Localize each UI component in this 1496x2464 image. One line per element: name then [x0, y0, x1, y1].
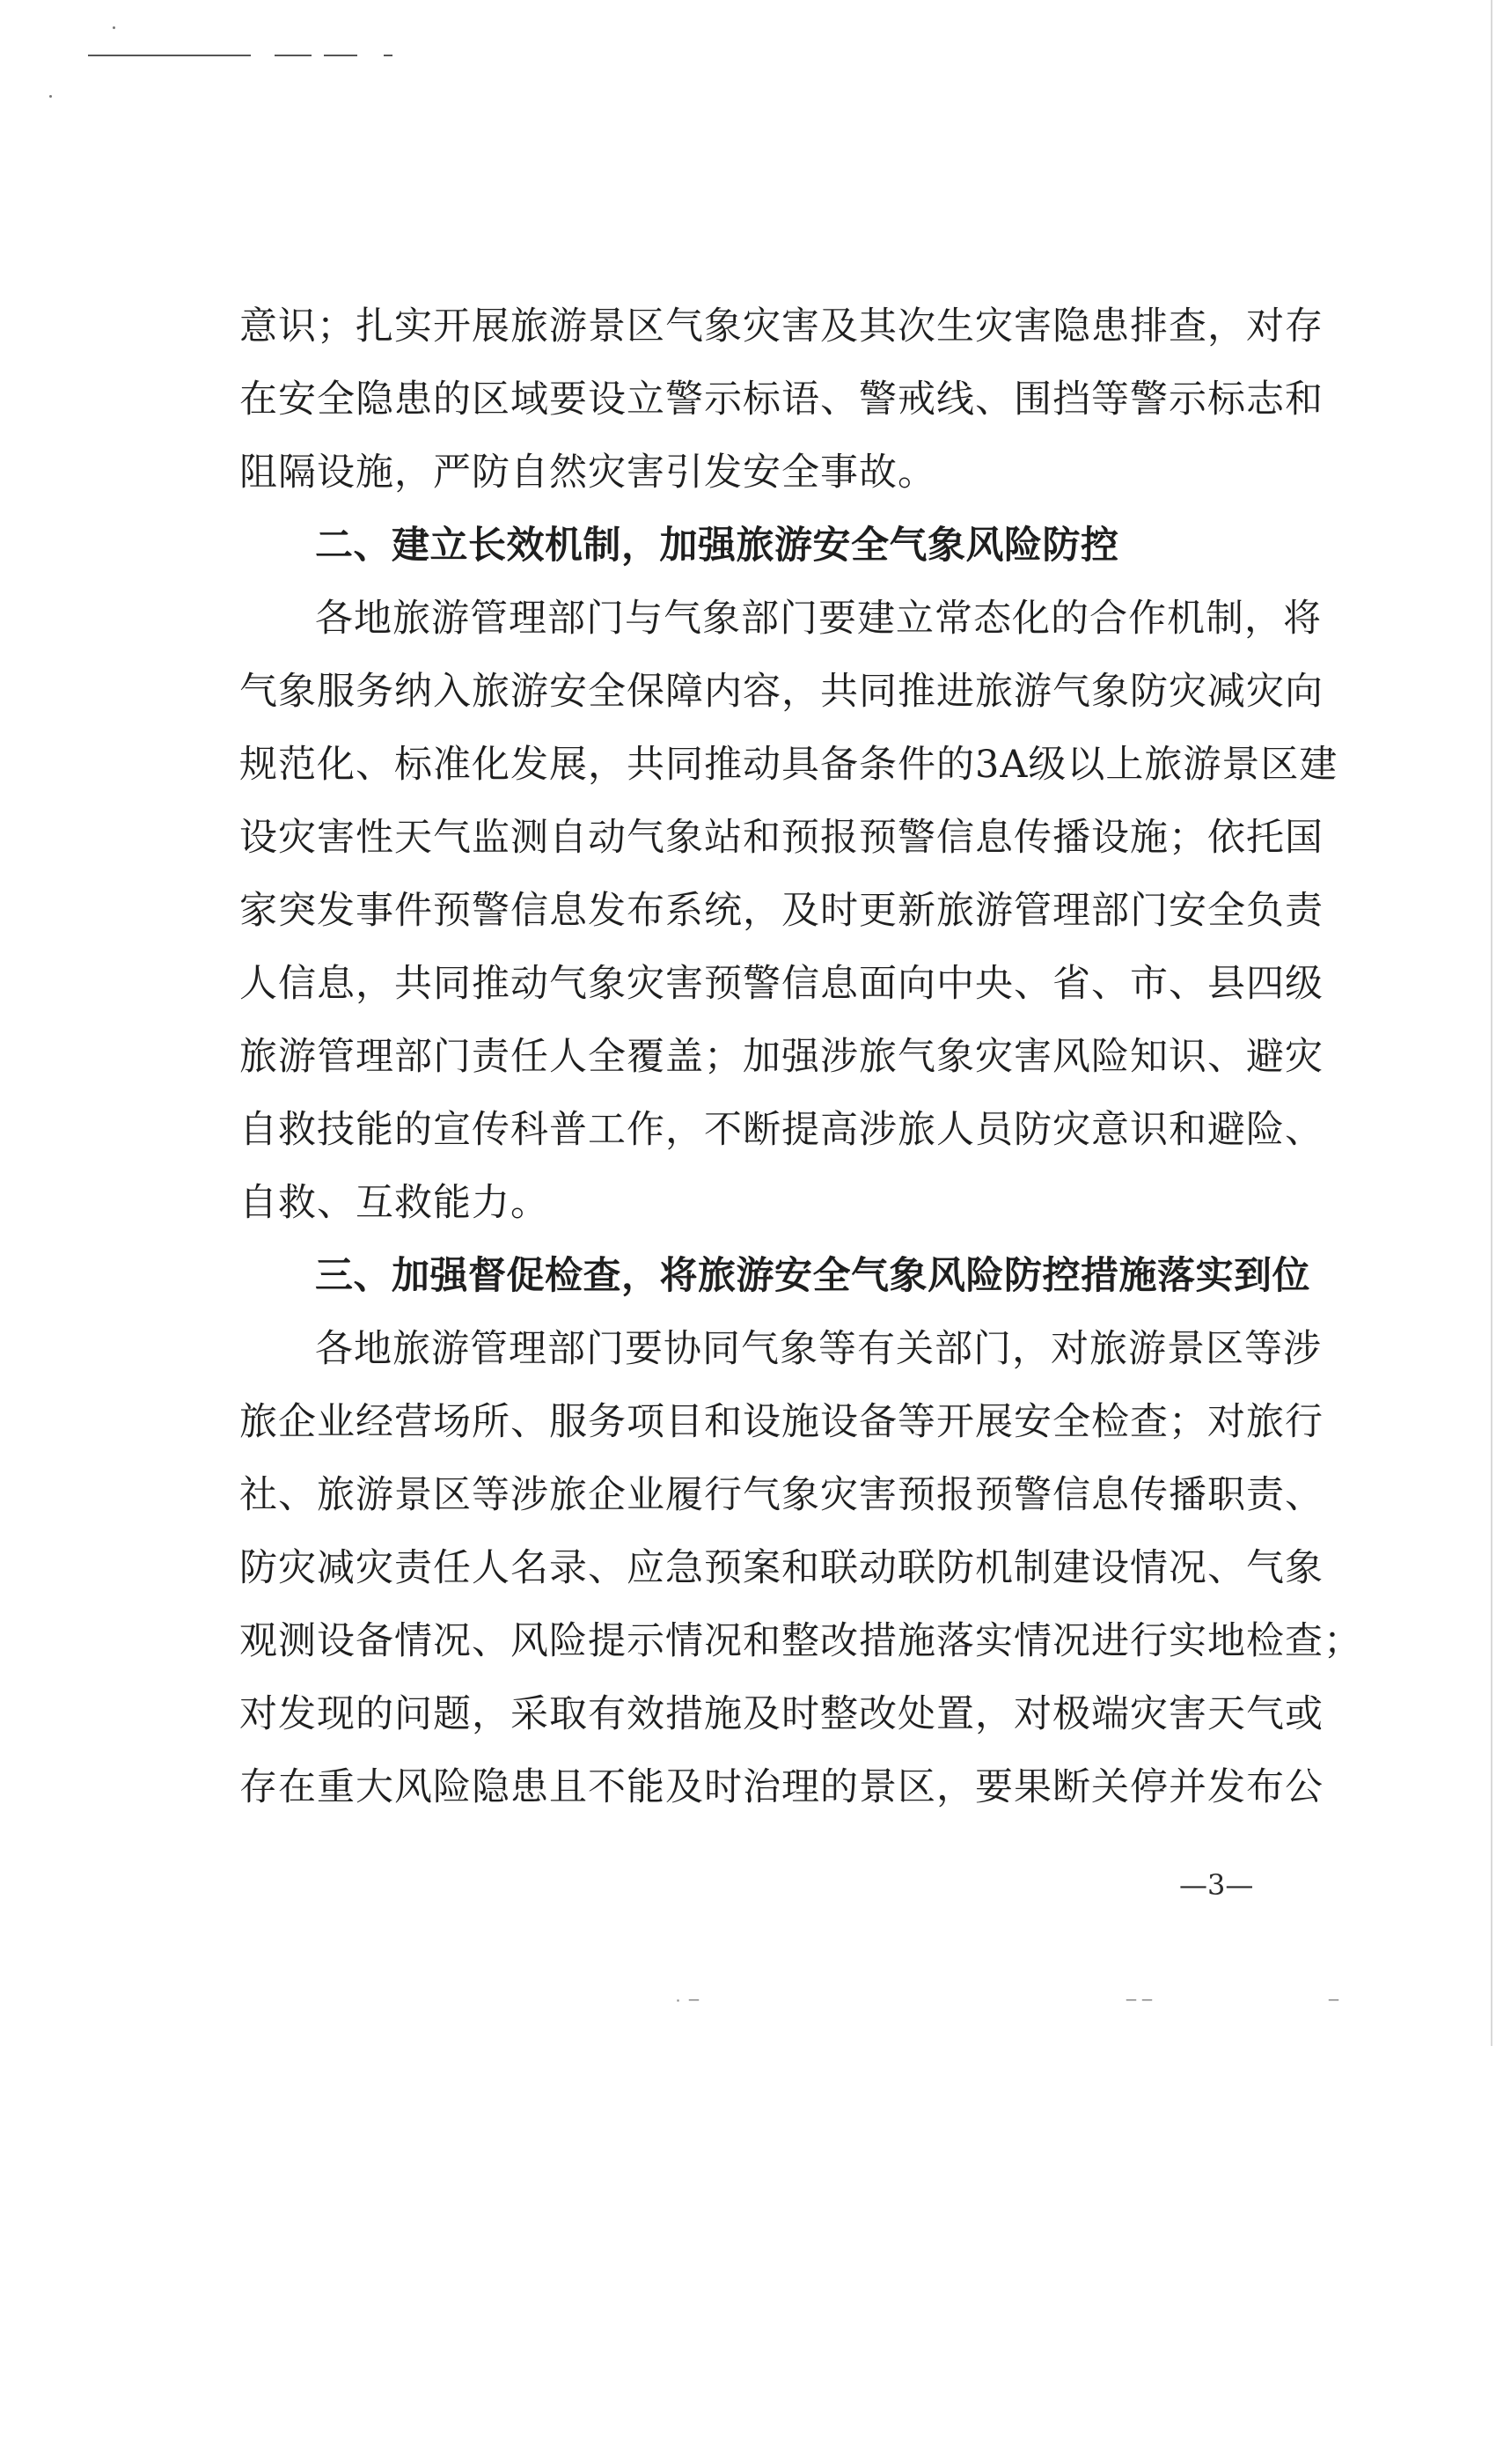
- text-line: 各地旅游管理部门与气象部门要建立常态化的合作机制，将: [315, 597, 1322, 641]
- scan-edge: [1491, 0, 1492, 2046]
- scan-speck: [113, 26, 115, 29]
- header-rule-segment: [324, 55, 357, 56]
- text-line: 自救技能的宣传科普工作，不断提高涉旅人员防灾意识和避险、: [239, 1108, 1324, 1152]
- page-number: —3—: [1179, 1868, 1254, 1902]
- text-line: 旅游管理部门责任人全覆盖；加强涉旅气象灾害风险知识、避灾: [239, 1035, 1324, 1079]
- text-line: 防灾减灾责任人名录、应急预案和联动联防机制建设情况、气象: [239, 1546, 1324, 1590]
- header-rule-segment: [275, 55, 312, 56]
- text-line: 各地旅游管理部门要协同气象等有关部门，对旅游景区等涉: [315, 1327, 1322, 1371]
- header-rule-segment: [88, 55, 251, 56]
- text-line: 气象服务纳入旅游安全保障内容，共同推进旅游气象防灾减灾向: [239, 670, 1324, 714]
- header-rule-segment: [384, 55, 392, 56]
- text-line: 旅企业经营场所、服务项目和设施设备等开展安全检查；对旅行: [239, 1400, 1324, 1444]
- text-line: 存在重大风险隐患且不能及时治理的景区，要果断关停并发布公: [239, 1765, 1324, 1809]
- scan-artifact: ‾: [1329, 1998, 1338, 2020]
- text-line: 社、旅游景区等涉旅企业履行气象灾害预报预警信息传播职责、: [239, 1473, 1324, 1517]
- text-line: 规范化、标准化发展，共同推动具备条件的3A级以上旅游景区建: [239, 743, 1338, 787]
- text-line: 自救、互救能力。: [239, 1181, 549, 1225]
- text-line: 对发现的问题，采取有效措施及时整改处置，对极端灾害天气或: [239, 1692, 1324, 1736]
- scan-artifact: ˙ ‾: [673, 1998, 699, 2020]
- section-heading: 二、建立长效机制，加强旅游安全气象风险防控: [315, 524, 1119, 568]
- text-line: 在安全隐患的区域要设立警示标语、警戒线、围挡等警示标志和: [239, 378, 1324, 422]
- scan-artifact: ‾ ‾: [1126, 1998, 1152, 2020]
- text-line: 设灾害性天气监测自动气象站和预报预警信息传播设施；依托国: [239, 816, 1324, 860]
- text-line: 人信息，共同推动气象灾害预警信息面向中央、省、市、县四级: [239, 962, 1324, 1006]
- section-heading: 三、加强督促检查，将旅游安全气象风险防控措施落实到位: [315, 1254, 1310, 1298]
- text-line: 阻隔设施，严防自然灾害引发安全事故。: [239, 451, 936, 495]
- text-line: 家突发事件预警信息发布系统，及时更新旅游管理部门安全负责: [239, 889, 1324, 933]
- text-line: 意识；扎实开展旅游景区气象灾害及其次生灾害隐患排查，对存: [239, 304, 1324, 348]
- scan-speck: [49, 95, 52, 98]
- body-text: [239, 290, 1362, 1824]
- text-line: 观测设备情况、风险提示情况和整改措施落实情况进行实地检查；: [239, 1619, 1362, 1663]
